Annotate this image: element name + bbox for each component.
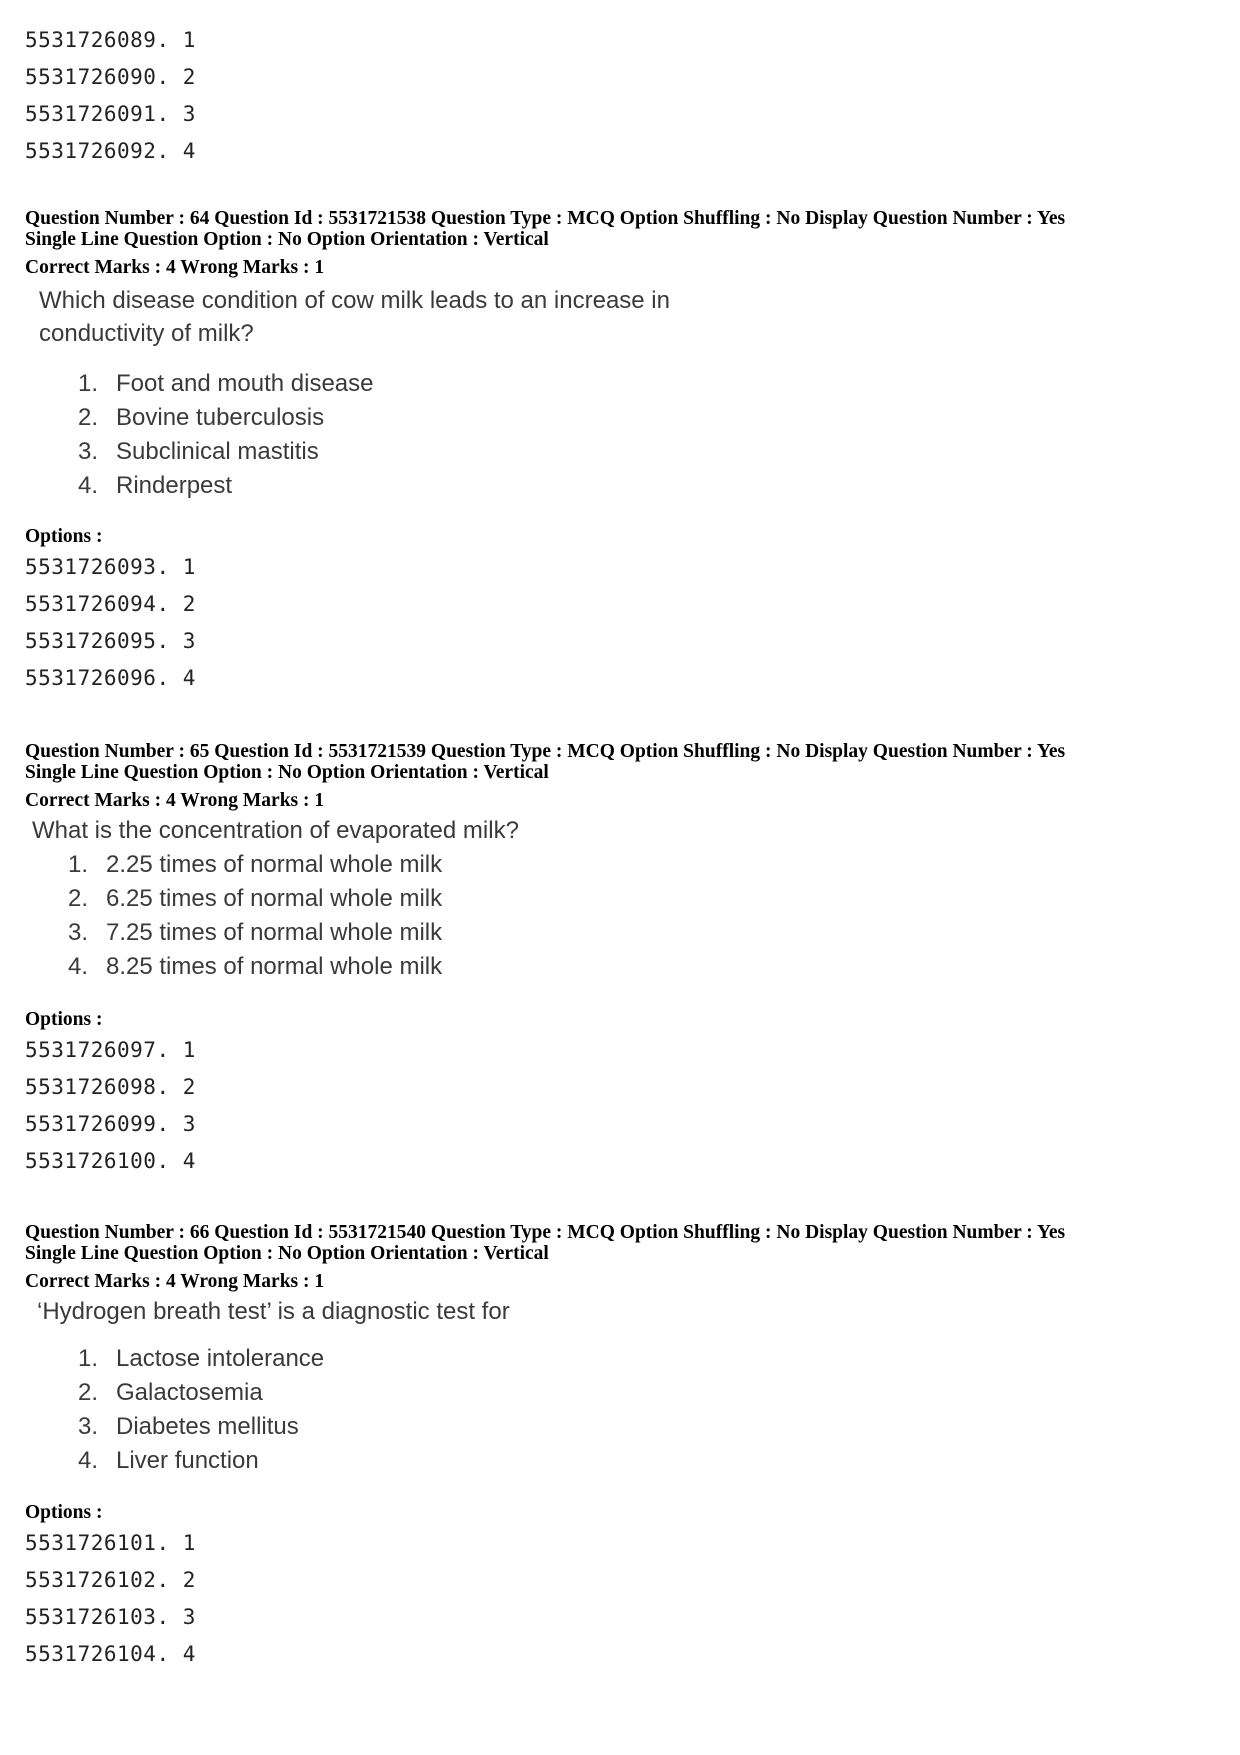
option-value: 4	[182, 666, 196, 690]
choice-text: 7.25 times of normal whole milk	[106, 919, 443, 946]
previous-question-options	[25, 22, 196, 170]
option-value: 3	[182, 629, 196, 653]
question-text	[32, 814, 1065, 847]
option-row: 5531726100. 4	[25, 1149, 196, 1173]
choice-text: 2.25 times of normal whole milk	[106, 851, 443, 878]
option-id: 5531726094	[25, 592, 157, 616]
question-block-65	[25, 741, 1065, 1180]
choice-text: Foot and mouth disease	[116, 370, 374, 397]
question-meta-line: Question Number : 66 Question Id : 5531721540 Question Type : MCQ Option Shuffling : No Display Question Number : Yes	[25, 1222, 1066, 1243]
option-row: 5531726103. 3	[25, 1605, 196, 1629]
choice-number: 1.	[68, 851, 89, 878]
option-value: 1	[182, 28, 196, 52]
question-meta-line: Question Number : 64 Question Id : 5531721538 Question Type : MCQ Option Shuffling : No Display Question Number : Yes	[25, 208, 1066, 229]
option-row: 5531726091. 3	[25, 102, 196, 126]
option-value: 1	[182, 555, 196, 579]
answer-choice	[78, 435, 1065, 469]
option-id: 5531726095	[25, 629, 157, 653]
option-id: 5531726092	[25, 139, 157, 163]
option-id: 5531726100	[25, 1149, 157, 1173]
option-value: 1	[182, 1038, 196, 1062]
choice-text: Liver function	[116, 1447, 259, 1474]
question-block-64	[25, 208, 1065, 697]
option-id: 5531726102	[25, 1568, 157, 1592]
answer-choice	[68, 950, 1065, 984]
answer-choice	[68, 916, 1065, 950]
option-row: 5531726090. 2	[25, 65, 196, 89]
question-text	[39, 284, 1065, 350]
choice-text: Lactose intolerance	[116, 1345, 325, 1372]
question-text	[37, 1295, 1065, 1328]
choice-text: 6.25 times of normal whole milk	[106, 885, 443, 912]
option-value: 2	[182, 65, 196, 89]
question-marks: Correct Marks : 4 Wrong Marks : 1	[25, 257, 325, 278]
choice-text: Bovine tuberculosis	[116, 404, 325, 431]
option-row: 5531726104. 4	[25, 1642, 196, 1666]
question-marks: Correct Marks : 4 Wrong Marks : 1	[25, 1271, 325, 1292]
option-value: 3	[182, 102, 196, 126]
option-list	[25, 549, 1065, 697]
answer-choice	[68, 882, 1065, 916]
choice-text: Rinderpest	[116, 472, 233, 499]
option-id: 5531726098	[25, 1075, 157, 1099]
option-id: 5531726103	[25, 1605, 157, 1629]
option-id: 5531726104	[25, 1642, 157, 1666]
option-value: 2	[182, 592, 196, 616]
answer-choice	[68, 848, 1065, 882]
choice-number: 1.	[78, 1345, 99, 1372]
answer-choice	[78, 1342, 1065, 1376]
option-row: 5531726102. 2	[25, 1568, 196, 1592]
option-value: 4	[182, 1149, 196, 1173]
option-row: 5531726094. 2	[25, 592, 196, 616]
option-value: 3	[182, 1112, 196, 1136]
option-value: 3	[182, 1605, 196, 1629]
choice-number: 4.	[78, 1447, 99, 1474]
option-value: 1	[182, 1531, 196, 1555]
option-row: 5531726093. 1	[25, 555, 196, 579]
option-row: 5531726095. 3	[25, 629, 196, 653]
answer-choices	[68, 848, 1065, 984]
option-id: 5531726093	[25, 555, 157, 579]
question-block-66	[25, 1222, 1065, 1673]
option-id: 5531726089	[25, 28, 157, 52]
question-marks: Correct Marks : 4 Wrong Marks : 1	[25, 790, 325, 811]
answer-choice	[78, 367, 1065, 401]
question-meta-line: Single Line Question Option : No Option Orientation : Vertical	[25, 762, 549, 783]
choice-number: 3.	[78, 438, 99, 465]
option-id: 5531726096	[25, 666, 157, 690]
option-value: 2	[182, 1075, 196, 1099]
option-value: 4	[182, 1642, 196, 1666]
choice-text: Diabetes mellitus	[116, 1413, 299, 1440]
option-list	[25, 1032, 1065, 1180]
question-text-line: Which disease condition of cow milk leads to an increase in	[39, 287, 670, 314]
question-text-line: What is the concentration of evaporated milk?	[32, 817, 519, 844]
answer-choice	[78, 469, 1065, 503]
option-id: 5531726097	[25, 1038, 157, 1062]
option-row: 5531726101. 1	[25, 1531, 196, 1555]
option-row: 5531726096. 4	[25, 666, 196, 690]
choice-number: 3.	[78, 1413, 99, 1440]
choice-text: Subclinical mastitis	[116, 438, 319, 465]
choice-number: 2.	[68, 885, 89, 912]
option-id: 5531726101	[25, 1531, 157, 1555]
choice-number: 4.	[68, 953, 89, 980]
choice-number: 4.	[78, 472, 99, 499]
choice-number: 2.	[78, 1379, 99, 1406]
question-meta-line: Single Line Question Option : No Option Orientation : Vertical	[25, 229, 549, 250]
choice-text: Galactosemia	[116, 1379, 263, 1406]
option-row: 5531726098. 2	[25, 1075, 196, 1099]
options-label: Options :	[25, 1009, 103, 1030]
option-id: 5531726099	[25, 1112, 157, 1136]
answer-choice	[78, 1410, 1065, 1444]
option-value: 4	[182, 139, 196, 163]
answer-choices	[78, 1342, 1065, 1478]
question-text-line: conductivity of milk?	[39, 320, 254, 347]
option-row: 5531726097. 1	[25, 1038, 196, 1062]
option-row: 5531726089. 1	[25, 28, 196, 52]
choice-number: 2.	[78, 404, 99, 431]
answer-choice	[78, 1376, 1065, 1410]
choice-number: 3.	[68, 919, 89, 946]
question-text-line: ‘Hydrogen breath test’ is a diagnostic test for	[37, 1298, 510, 1325]
answer-choice	[78, 401, 1065, 435]
question-meta-line: Question Number : 65 Question Id : 5531721539 Question Type : MCQ Option Shuffling : No Display Question Number : Yes	[25, 741, 1066, 762]
option-list	[25, 1525, 1065, 1673]
option-value: 2	[182, 1568, 196, 1592]
options-label: Options :	[25, 1502, 103, 1523]
options-label: Options :	[25, 526, 103, 547]
question-meta-line: Single Line Question Option : No Option Orientation : Vertical	[25, 1243, 549, 1264]
option-row: 5531726099. 3	[25, 1112, 196, 1136]
answer-choice	[78, 1444, 1065, 1478]
option-id: 5531726091	[25, 102, 157, 126]
choice-number: 1.	[78, 370, 99, 397]
option-id: 5531726090	[25, 65, 157, 89]
answer-choices	[78, 367, 1065, 503]
choice-text: 8.25 times of normal whole milk	[106, 953, 443, 980]
option-row: 5531726092. 4	[25, 139, 196, 163]
